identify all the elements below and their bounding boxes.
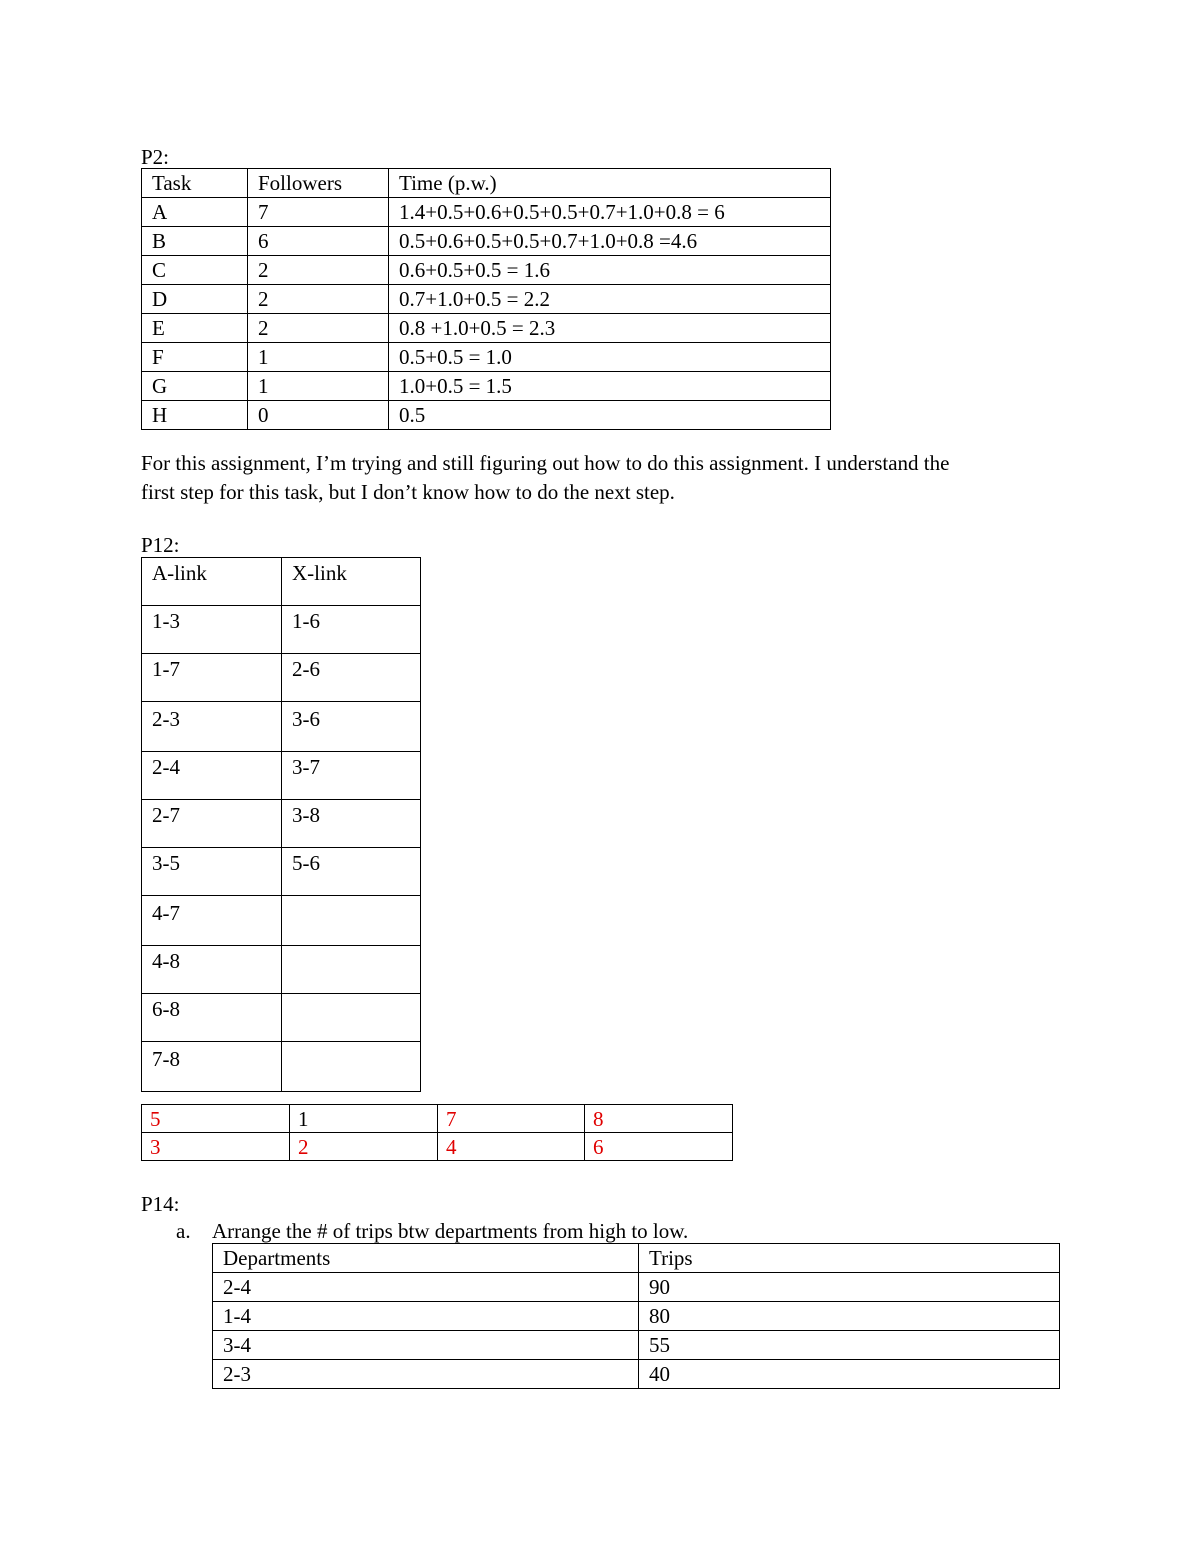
- a-link-cell: 2-3: [142, 702, 282, 752]
- table-row: [142, 314, 831, 343]
- x-link-cell: 5-6: [282, 848, 421, 896]
- x-link-cell: [282, 946, 421, 994]
- time-cell: 1.0+0.5 = 1.5: [389, 372, 831, 401]
- x-link-cell: 3-8: [282, 800, 421, 848]
- table-row: [142, 1042, 421, 1092]
- table-row: [213, 1273, 1060, 1302]
- table-row: [142, 946, 421, 994]
- layout-grid-table: [141, 1104, 733, 1161]
- x-link-cell: [282, 1042, 421, 1092]
- a-link-cell: 4-7: [142, 896, 282, 946]
- x-link-cell: 2-6: [282, 654, 421, 702]
- grid-cell: 8: [585, 1105, 733, 1133]
- task-cell: F: [142, 343, 248, 372]
- trips-cell: 80: [639, 1302, 1060, 1331]
- followers-cell: 2: [248, 256, 389, 285]
- grid-cell: 3: [142, 1133, 290, 1161]
- table-header-row: [142, 558, 421, 606]
- a-link-cell: 2-4: [142, 752, 282, 800]
- a-link-cell: 7-8: [142, 1042, 282, 1092]
- table-row: [142, 848, 421, 896]
- grid-cell: 5: [142, 1105, 290, 1133]
- p2-task-table: [141, 168, 831, 430]
- table-row: [142, 198, 831, 227]
- time-cell: 0.5+0.6+0.5+0.5+0.7+1.0+0.8 =4.6: [389, 227, 831, 256]
- a-link-cell: 1-3: [142, 606, 282, 654]
- table-row: [142, 227, 831, 256]
- header-task: Task: [142, 169, 248, 198]
- task-cell: E: [142, 314, 248, 343]
- grid-cell: 7: [438, 1105, 585, 1133]
- a-link-cell: 4-8: [142, 946, 282, 994]
- header-followers: Followers: [248, 169, 389, 198]
- table-header-row: [142, 169, 831, 198]
- followers-cell: 6: [248, 227, 389, 256]
- time-cell: 0.6+0.5+0.5 = 1.6: [389, 256, 831, 285]
- x-link-cell: 3-6: [282, 702, 421, 752]
- time-cell: 0.5+0.5 = 1.0: [389, 343, 831, 372]
- header-time: Time (p.w.): [389, 169, 831, 198]
- followers-cell: 7: [248, 198, 389, 227]
- time-cell: 1.4+0.5+0.6+0.5+0.5+0.7+1.0+0.8 = 6: [389, 198, 831, 227]
- table-row: [142, 343, 831, 372]
- p14-instruction: Arrange the # of trips btw departments from high to low.: [212, 1219, 689, 1243]
- table-row: [142, 256, 831, 285]
- x-link-cell: 3-7: [282, 752, 421, 800]
- task-cell: C: [142, 256, 248, 285]
- task-cell: H: [142, 401, 248, 430]
- time-cell: 0.7+1.0+0.5 = 2.2: [389, 285, 831, 314]
- grid-cell: 6: [585, 1133, 733, 1161]
- task-cell: A: [142, 198, 248, 227]
- department-cell: 2-4: [213, 1273, 639, 1302]
- p12-link-table: [141, 557, 421, 1092]
- task-cell: G: [142, 372, 248, 401]
- grid-cell: 2: [290, 1133, 438, 1161]
- x-link-cell: [282, 896, 421, 946]
- followers-cell: 2: [248, 314, 389, 343]
- grid-cell: 4: [438, 1133, 585, 1161]
- table-row: [142, 401, 831, 430]
- p14-heading: P14:: [141, 1192, 180, 1216]
- table-row: [142, 800, 421, 848]
- department-cell: 3-4: [213, 1331, 639, 1360]
- a-link-cell: 2-7: [142, 800, 282, 848]
- table-row: [142, 285, 831, 314]
- a-link-cell: 1-7: [142, 654, 282, 702]
- table-row: [213, 1331, 1060, 1360]
- x-link-cell: [282, 994, 421, 1042]
- table-row: [142, 1105, 733, 1133]
- table-row: [142, 654, 421, 702]
- table-row: [142, 702, 421, 752]
- x-link-cell: 1-6: [282, 606, 421, 654]
- table-row: [142, 994, 421, 1042]
- trips-cell: 90: [639, 1273, 1060, 1302]
- grid-cell: 1: [290, 1105, 438, 1133]
- table-row: [142, 752, 421, 800]
- table-row: [142, 606, 421, 654]
- header-trips: Trips: [639, 1244, 1060, 1273]
- followers-cell: 1: [248, 372, 389, 401]
- table-row: [142, 372, 831, 401]
- table-row: [142, 1133, 733, 1161]
- header-a-link: A-link: [142, 558, 282, 606]
- table-row: [142, 896, 421, 946]
- department-cell: 2-3: [213, 1360, 639, 1389]
- p2-heading: P2:: [141, 145, 170, 169]
- time-cell: 0.8 +1.0+0.5 = 2.3: [389, 314, 831, 343]
- trips-cell: 55: [639, 1331, 1060, 1360]
- comment-paragraph: [141, 449, 1081, 507]
- followers-cell: 0: [248, 401, 389, 430]
- table-row: [213, 1302, 1060, 1331]
- task-cell: D: [142, 285, 248, 314]
- p12-heading: P12:: [141, 533, 180, 557]
- comment-line-1: For this assignment, I’m trying and still figuring out how to do this assignment. I understand the: [141, 451, 950, 475]
- time-cell: 0.5: [389, 401, 831, 430]
- table-header-row: [213, 1244, 1060, 1273]
- followers-cell: 2: [248, 285, 389, 314]
- a-link-cell: 6-8: [142, 994, 282, 1042]
- table-row: [213, 1360, 1060, 1389]
- task-cell: B: [142, 227, 248, 256]
- header-x-link: X-link: [282, 558, 421, 606]
- list-marker: a.: [176, 1219, 191, 1243]
- a-link-cell: 3-5: [142, 848, 282, 896]
- followers-cell: 1: [248, 343, 389, 372]
- trips-cell: 40: [639, 1360, 1060, 1389]
- comment-line-2: first step for this task, but I don’t know how to do the next step.: [141, 480, 675, 504]
- department-cell: 1-4: [213, 1302, 639, 1331]
- header-departments: Departments: [213, 1244, 639, 1273]
- p14-trips-table: [212, 1243, 1060, 1389]
